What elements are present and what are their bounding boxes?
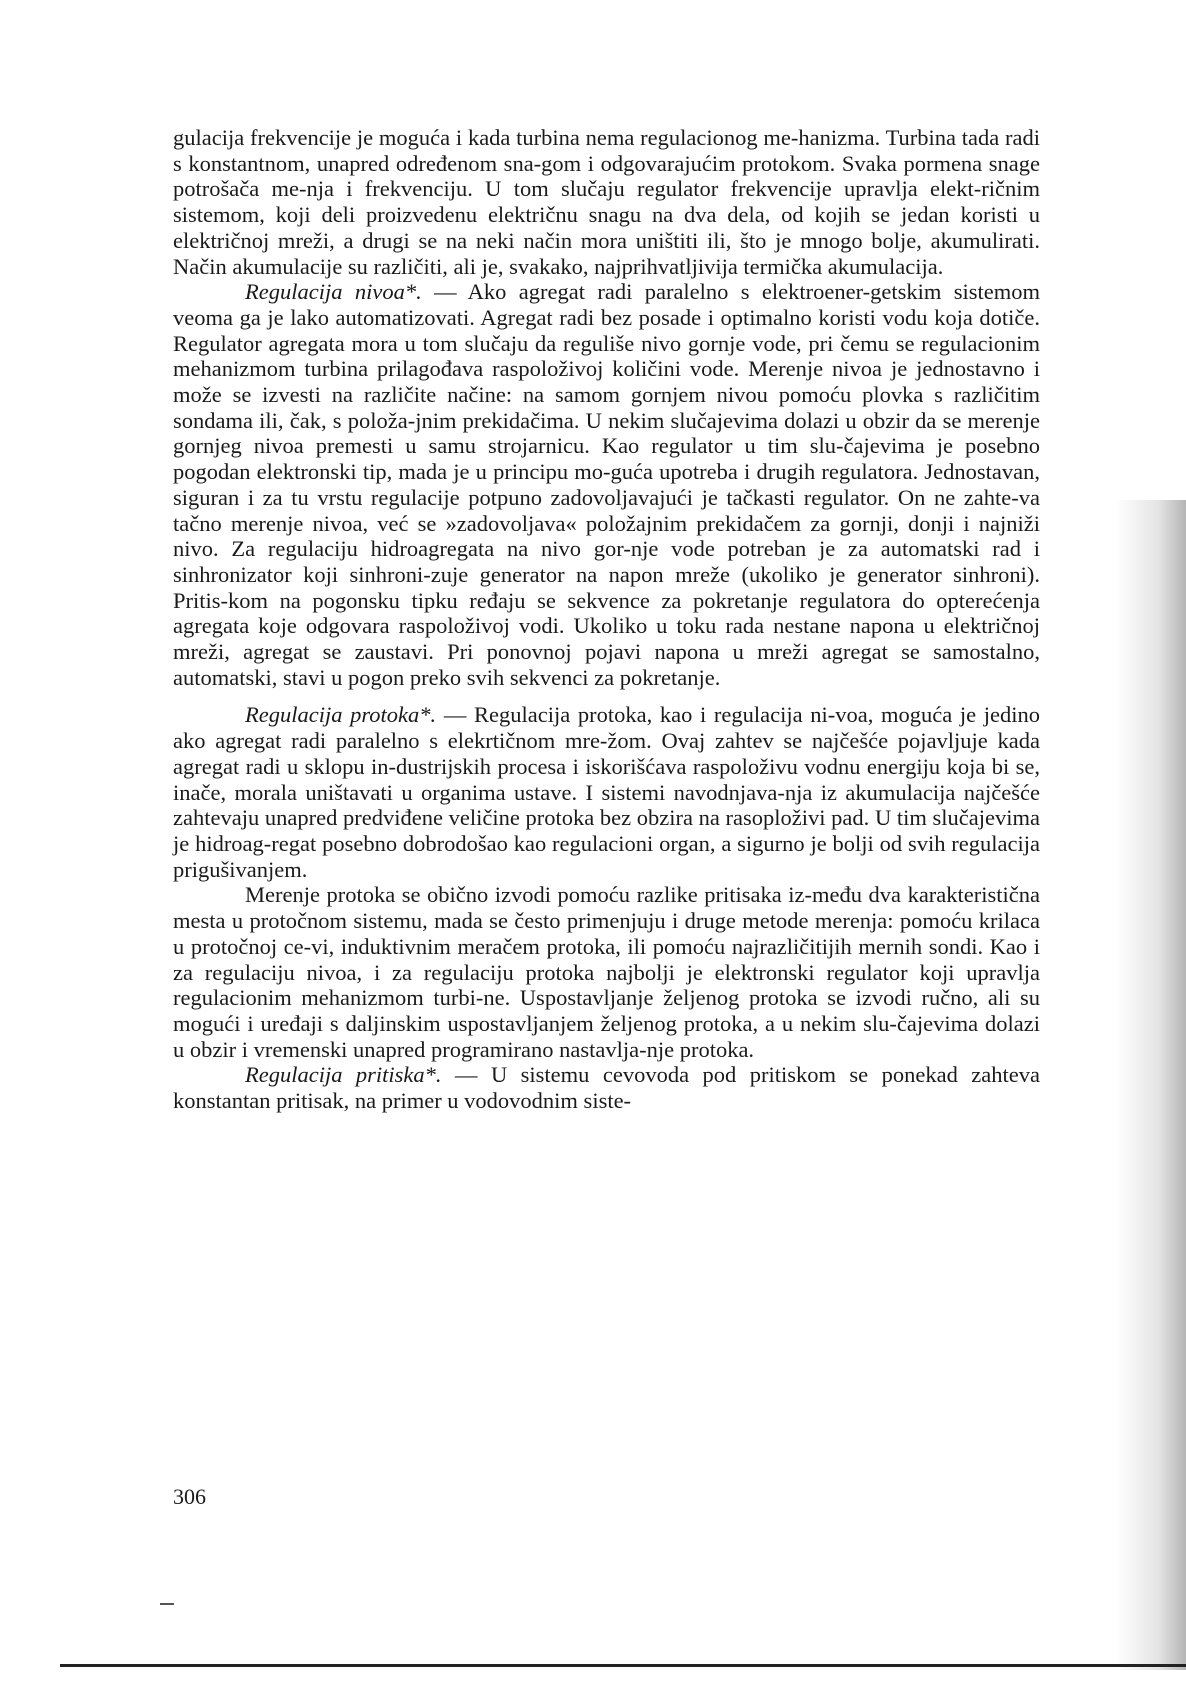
page-number: 306 (173, 1484, 206, 1509)
paragraph-frequency-regulation (173, 125, 1040, 279)
paragraph-text: — U sistemu cevovoda pod pritiskom se ponekad zahteva konstantan pritisak, na primer u vodovodnim siste- (173, 1062, 1040, 1114)
paragraph-text: — Regulacija protoka, kao i regulacija ni-voa, moguća je jedino ako agregat radi paralelno s elekrtičnom mre-žom. Ovaj zahtev se najčešće pojavljuje kada agregat radi u sklopu in-dustrijskih procesa i iskorišćava raspoloživu vodnu energiju koja bi se, inače, morala uništavati u organima ustave. I sistemi navodnjava-nja iz akumulacija najčešće zahtevaju unapred predviđene veličine protoka bez obzira na rasoploživi pad. U tim slučajevima je hidroag-regat posebno dobrodošao kao regulacioni organ, a sigurno je bolji od svih regulacija prigušivanjem. (173, 702, 1040, 882)
section-heading-level-regulation: Regulacija nivoa*. (245, 279, 422, 305)
paragraph-text: Merenje protoka se obično izvodi pomoću razlike pritisaka iz-među dva karakteristična mesta u protočnom sistemu, mada se često primenjuju i druge metode merenja: pomoću krilaca u protočnoj ce-vi, induktivnim meračem protoka, ili pomoću najrazličitijih mernih sondi. Kao i za regulaciju nivoa, i za regulaciju protoka najbolji je elektronski regulator koji upravlja regulacionim mehanizmom turbi-ne. Uspostavljanje željenog protoka se izvodi ručno, ali su mogući i uređaji s daljinskim uspostavljanjem željenog protoka, a u nekim slu-čajevima dolazi u obzir i vremenski unapred programirano nastavlja-nje protoka. (173, 882, 1040, 1062)
paragraph-text: — Ako agregat radi paralelno s elektroener-getskim sistemom veoma ga je lako automatizovati. Agregat radi bez posade i optimalno koristi vodu koja dotiče. Regulator agregata mora u tom slučaju da reguliše nivo gornje vode, pri čemu se regulacionim mehanizmom turbina prilagođava raspoloživoj količini vode. Merenje nivoa je jednostavno i može se izvesti na različite načine: na samom gornjem nivou pomoću plovka s različitim sondama ili, čak, s položa-jnim prekidačima. U nekim slučajevima dolazi u obzir da se merenje gornjeg nivoa premesti u samu strojarnicu. Kao regulator u tim slu-čajevima je posebno pogodan elektronski tip, mada je u principu mo-guća upotreba i drugih regulatora. Jednostavan, siguran i za tu vrstu regulacije potpuno zadovoljavajući je tačkasti regulator. On ne zahte-va tačno merenje nivoa, već se »zadovoljava« položajnim prekidačem za gornji, donji i najniži nivo. Za regulaciju hidroagregata na nivo gor-nje vode potreban je za automatski rad i sinhronizator koji sinhroni-zuje generator na napon mreže (ukoliko je generator sinhroni). Pritis-kom na pogonsku tipku ređaju se sekvence za pokretanje regulatora do opterećenja agregata koje odgovara raspoloživoj vodi. Ukoliko u toku rada nestane napona u električnoj mreži, agregat se zaustavi. Pri ponovnoj pojavi napona u mreži agregat se samostalno, automatski, stavi u pogon preko svih sekvenci za pokretanje. (173, 279, 1040, 690)
scan-mark (160, 1603, 174, 1605)
paragraph-flow-regulation (173, 702, 1040, 882)
scan-edge-shadow (1116, 500, 1186, 1670)
section-heading-pressure-regulation: Regulacija pritiska*. (245, 1062, 442, 1088)
paragraph-text: gulacija frekvencije je moguća i kada turbina nema regulacionog me-hanizma. Turbina tada radi s konstantnom, unapred određenom sna-gom i odgovarajućim protokom. Svaka pormena snage potrošača me-nja i frekvenciju. U tom slučaju regulator frekvencije upravlja elekt-ričnim sistemom, koji deli proizvedenu električnu snagu na dva dela, od kojih se jedan koristi u električnoj mreži, a drugi se na neki način mora uništiti ili, što je mnogo bolje, akumulirati. Način akumulacije su različiti, ali je, svakako, najprihvatljivija termička akumulacija. (173, 125, 1040, 279)
paragraph-level-regulation (173, 279, 1040, 690)
section-heading-flow-regulation: Regulacija protoka*. (245, 702, 437, 728)
body-text (173, 125, 1040, 1114)
paragraph-flow-measurement (173, 882, 1040, 1062)
bottom-edge-line (60, 1664, 1186, 1667)
paragraph-pressure-regulation (173, 1062, 1040, 1113)
